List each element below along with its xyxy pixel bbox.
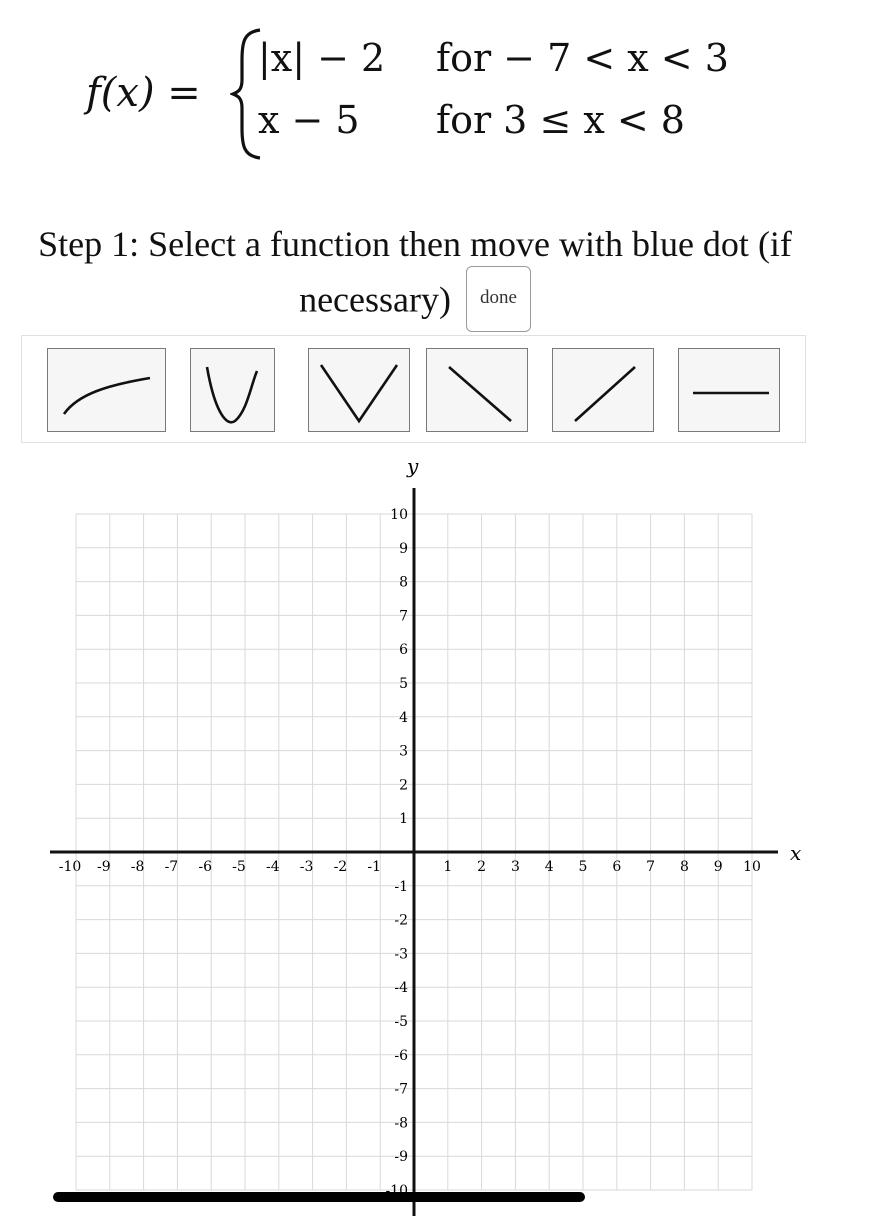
x-tick-label: 2 xyxy=(477,859,487,875)
y-tick-label: 5 xyxy=(399,676,408,692)
select-increasing-line-button[interactable] xyxy=(552,348,654,432)
piece-1-expression: |x| − 2 xyxy=(258,36,386,80)
y-tick-label: -4 xyxy=(394,980,408,997)
x-tick-label: 10 xyxy=(743,859,761,875)
piece-2-expression: x − 5 xyxy=(258,98,360,142)
y-tick-label: -2 xyxy=(394,912,408,929)
x-tick-label: -6 xyxy=(198,859,213,875)
y-tick-label: 1 xyxy=(399,811,408,828)
select-absolute-value-function-button[interactable] xyxy=(308,348,410,432)
y-tick-label: 8 xyxy=(399,574,408,591)
horizontal-line-icon xyxy=(679,349,781,433)
x-tick-label: -2 xyxy=(333,859,348,875)
x-tick-label: -1 xyxy=(367,859,382,875)
select-sqrt-function-button[interactable] xyxy=(47,348,166,432)
piecewise-function xyxy=(86,24,786,164)
piece-2-condition: for 3 ≤ x < 8 xyxy=(436,98,685,142)
parabola-icon xyxy=(191,349,276,433)
done-button[interactable]: done xyxy=(466,266,531,332)
piece-1-condition: for − 7 < x < 3 xyxy=(436,36,729,80)
x-tick-label: -4 xyxy=(265,859,280,875)
y-tick-label: 3 xyxy=(399,743,408,760)
x-tick-label: 6 xyxy=(612,859,622,875)
y-axis-label: y xyxy=(407,454,419,478)
y-tick-label: -9 xyxy=(394,1149,408,1166)
x-tick-label: 4 xyxy=(544,859,554,875)
y-tick-label: 6 xyxy=(399,642,408,659)
select-decreasing-line-button[interactable] xyxy=(426,348,528,432)
x-tick-label: 9 xyxy=(713,859,723,875)
select-parabola-function-button[interactable] xyxy=(190,348,275,432)
x-axis-label: x xyxy=(790,841,802,865)
y-tick-label: -3 xyxy=(394,946,408,963)
y-tick-label: -7 xyxy=(394,1081,408,1098)
x-tick-label: 3 xyxy=(510,859,520,875)
function-name: f(x) = xyxy=(86,70,201,116)
x-tick-label: 1 xyxy=(443,859,453,875)
y-tick-label: -1 xyxy=(394,878,408,895)
sqrt-curve-icon xyxy=(48,349,167,433)
x-tick-label: 7 xyxy=(646,859,656,875)
y-tick-label: 7 xyxy=(399,608,408,625)
absolute-value-icon xyxy=(309,349,411,433)
y-tick-label: -6 xyxy=(394,1047,408,1064)
decreasing-line-icon xyxy=(427,349,529,433)
y-tick-label: -8 xyxy=(394,1115,408,1132)
increasing-line-icon xyxy=(553,349,655,433)
x-tick-label: 8 xyxy=(679,859,689,875)
select-constant-line-button[interactable] xyxy=(678,348,780,432)
y-tick-label: 10 xyxy=(390,507,408,523)
instruction-text: Step 1: Select a function then move with blue dot (if necessary) xyxy=(38,224,792,320)
x-tick-label: -8 xyxy=(130,859,145,875)
x-tick-labels xyxy=(59,859,761,875)
y-tick-label: 9 xyxy=(399,540,408,557)
y-tick-label: 4 xyxy=(399,709,408,726)
instruction xyxy=(0,218,830,336)
y-tick-label: -5 xyxy=(394,1014,408,1030)
x-tick-label: 5 xyxy=(578,859,588,875)
y-tick-label: 2 xyxy=(399,777,408,794)
x-tick-label: -3 xyxy=(299,859,314,875)
x-tick-label: -10 xyxy=(58,859,82,875)
coordinate-plane[interactable] xyxy=(0,452,872,1216)
x-tick-label: -5 xyxy=(232,859,246,875)
x-tick-label: -7 xyxy=(164,859,179,875)
y-tick-label: -10 xyxy=(385,1183,408,1199)
x-tick-label: -9 xyxy=(96,859,111,875)
function-palette xyxy=(21,335,806,443)
